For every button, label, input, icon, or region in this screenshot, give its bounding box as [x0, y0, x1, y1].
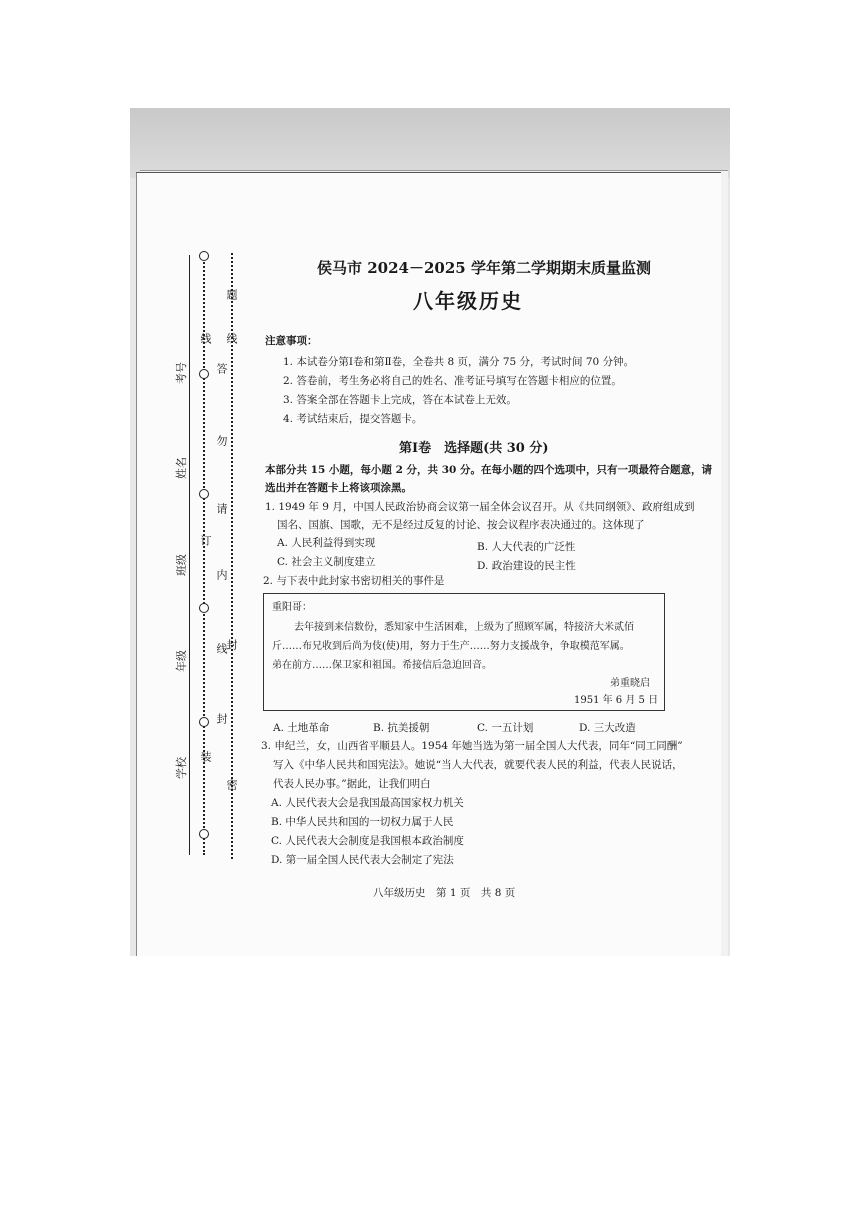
char-zhuang: 装	[199, 751, 212, 763]
char-xian-outer: 线	[225, 333, 238, 345]
char-mi: 密	[225, 779, 238, 791]
q3-stem-line3: 代表人民办事。”据此，让我们明白	[273, 778, 431, 790]
char-wu: 勿	[215, 435, 228, 447]
char-nei: 内	[215, 569, 228, 581]
section-instruction-2: 选出并在答题卡上将该项涂黑。	[265, 482, 412, 494]
label-name: 姓名	[175, 457, 188, 479]
label-class: 班级	[175, 554, 188, 576]
char-feng-outer: 封	[225, 639, 238, 651]
letter-signature: 弟重晓启	[610, 678, 650, 689]
letter-date: 1951 年 6 月 5 日	[574, 695, 659, 706]
margin-dotted-line-1	[203, 255, 205, 855]
q3-option-a: A. 人民代表大会是我国最高国家权力机关	[271, 797, 464, 809]
char-da: 答	[215, 363, 228, 375]
exam-page	[136, 172, 721, 956]
q1-option-d: D. 政治建设的民主性	[477, 560, 576, 572]
section-title: 第Ⅰ卷 选择题(共 30 分)	[399, 441, 549, 456]
label-exam-number: 考号	[175, 362, 188, 384]
char-xian: 线	[199, 333, 212, 345]
scanned-photo	[130, 108, 730, 956]
char-xian-mid: 线	[215, 643, 228, 655]
q2-option-b: B. 抗美援朝	[373, 722, 430, 734]
q3-option-d: D. 第一届全国人民代表大会制定了宪法	[271, 854, 454, 866]
q2-option-d: D. 三大改造	[579, 722, 636, 734]
q3-stem-line2: 写入《中华人民共和国宪法》。她说“当人大代表，就要代表人民的利益，代表人民说话，	[273, 759, 683, 771]
q1-option-a: A. 人民利益得到实现	[277, 537, 376, 549]
circle-mark	[199, 717, 209, 727]
margin-solid-line	[189, 255, 190, 855]
letter-line: 弟在前方……保卫家和祖国。希接信后急迫回音。	[272, 660, 492, 671]
notice-item: 4. 考试结束后，提交答题卡。	[283, 413, 423, 425]
q1-stem-line1: 1. 1949 年 9 月，中国人民政治协商会议第一届全体会议召开。从《共同纲领》、政府组成到	[265, 501, 695, 513]
scan-shadow	[130, 108, 730, 178]
label-school: 学校	[175, 757, 188, 779]
notice-item: 3. 答案全部在答题卡上完成，答在本试卷上无效。	[283, 394, 517, 406]
char-qing: 请	[215, 503, 228, 515]
letter-line: 去年接到来信数份，悉知家中生活困难，上级为了照顾军属，特接济大米贰佰	[294, 622, 634, 633]
letter-box	[263, 593, 665, 711]
notice-item: 2. 答卷前，考生务必将自己的姓名、准考证号填写在答题卡相应的位置。	[283, 375, 622, 387]
circle-mark	[199, 251, 209, 261]
q3-option-b: B. 中华人民共和国的一切权力属于人民	[271, 816, 454, 828]
q3-stem-line1: 3. 申纪兰，女，山西省平顺县人。1954 年她当选为第一届全国人大代表，同年“同工同酬”	[261, 740, 683, 752]
char-ding: 订	[199, 535, 212, 547]
q3-option-c: C. 人民代表大会制度是我国根本政治制度	[271, 835, 464, 847]
circle-mark	[199, 829, 209, 839]
q2-option-c: C. 一五计划	[477, 722, 534, 734]
notice-item: 1. 本试卷分第Ⅰ卷和第Ⅱ卷，全卷共 8 页，满分 75 分，考试时间 70 分钟。	[283, 356, 635, 368]
q1-stem-line2: 国名、国旗、国歌，无不是经过反复的讨论、按会议程序表决通过的。这体现了	[277, 519, 645, 531]
letter-line: 斤……布兄收到后尚为伎(使)用，努力于生产……努力支援战争，争取模范军属。	[272, 641, 630, 652]
circle-mark	[199, 603, 209, 613]
exam-title: 侯马市 2024－2025 学年第二学期期末质量监测	[317, 259, 651, 277]
char-ti: 题	[225, 289, 238, 301]
q2-option-a: A. 土地革命	[273, 722, 330, 734]
notice-heading: 注意事项：	[265, 335, 318, 347]
exam-subtitle: 八年级历史	[413, 289, 523, 313]
circle-mark	[199, 369, 209, 379]
section-instruction-1: 本部分共 15 小题，每小题 2 分，共 30 分。在每小题的四个选项中，只有一项最符合题意，请	[265, 464, 712, 476]
circle-mark	[199, 489, 209, 499]
letter-salutation: 重阳哥：	[272, 602, 312, 613]
label-grade: 年级	[175, 650, 188, 672]
page-footer: 八年级历史 第 1 页 共 8 页	[373, 887, 516, 899]
q2-stem: 2. 与下表中此封家书密切相关的事件是	[263, 575, 445, 587]
q1-option-c: C. 社会主义制度建立	[277, 556, 376, 568]
char-feng-mid: 封	[215, 713, 228, 725]
q1-option-b: B. 人大代表的广泛性	[477, 541, 576, 553]
